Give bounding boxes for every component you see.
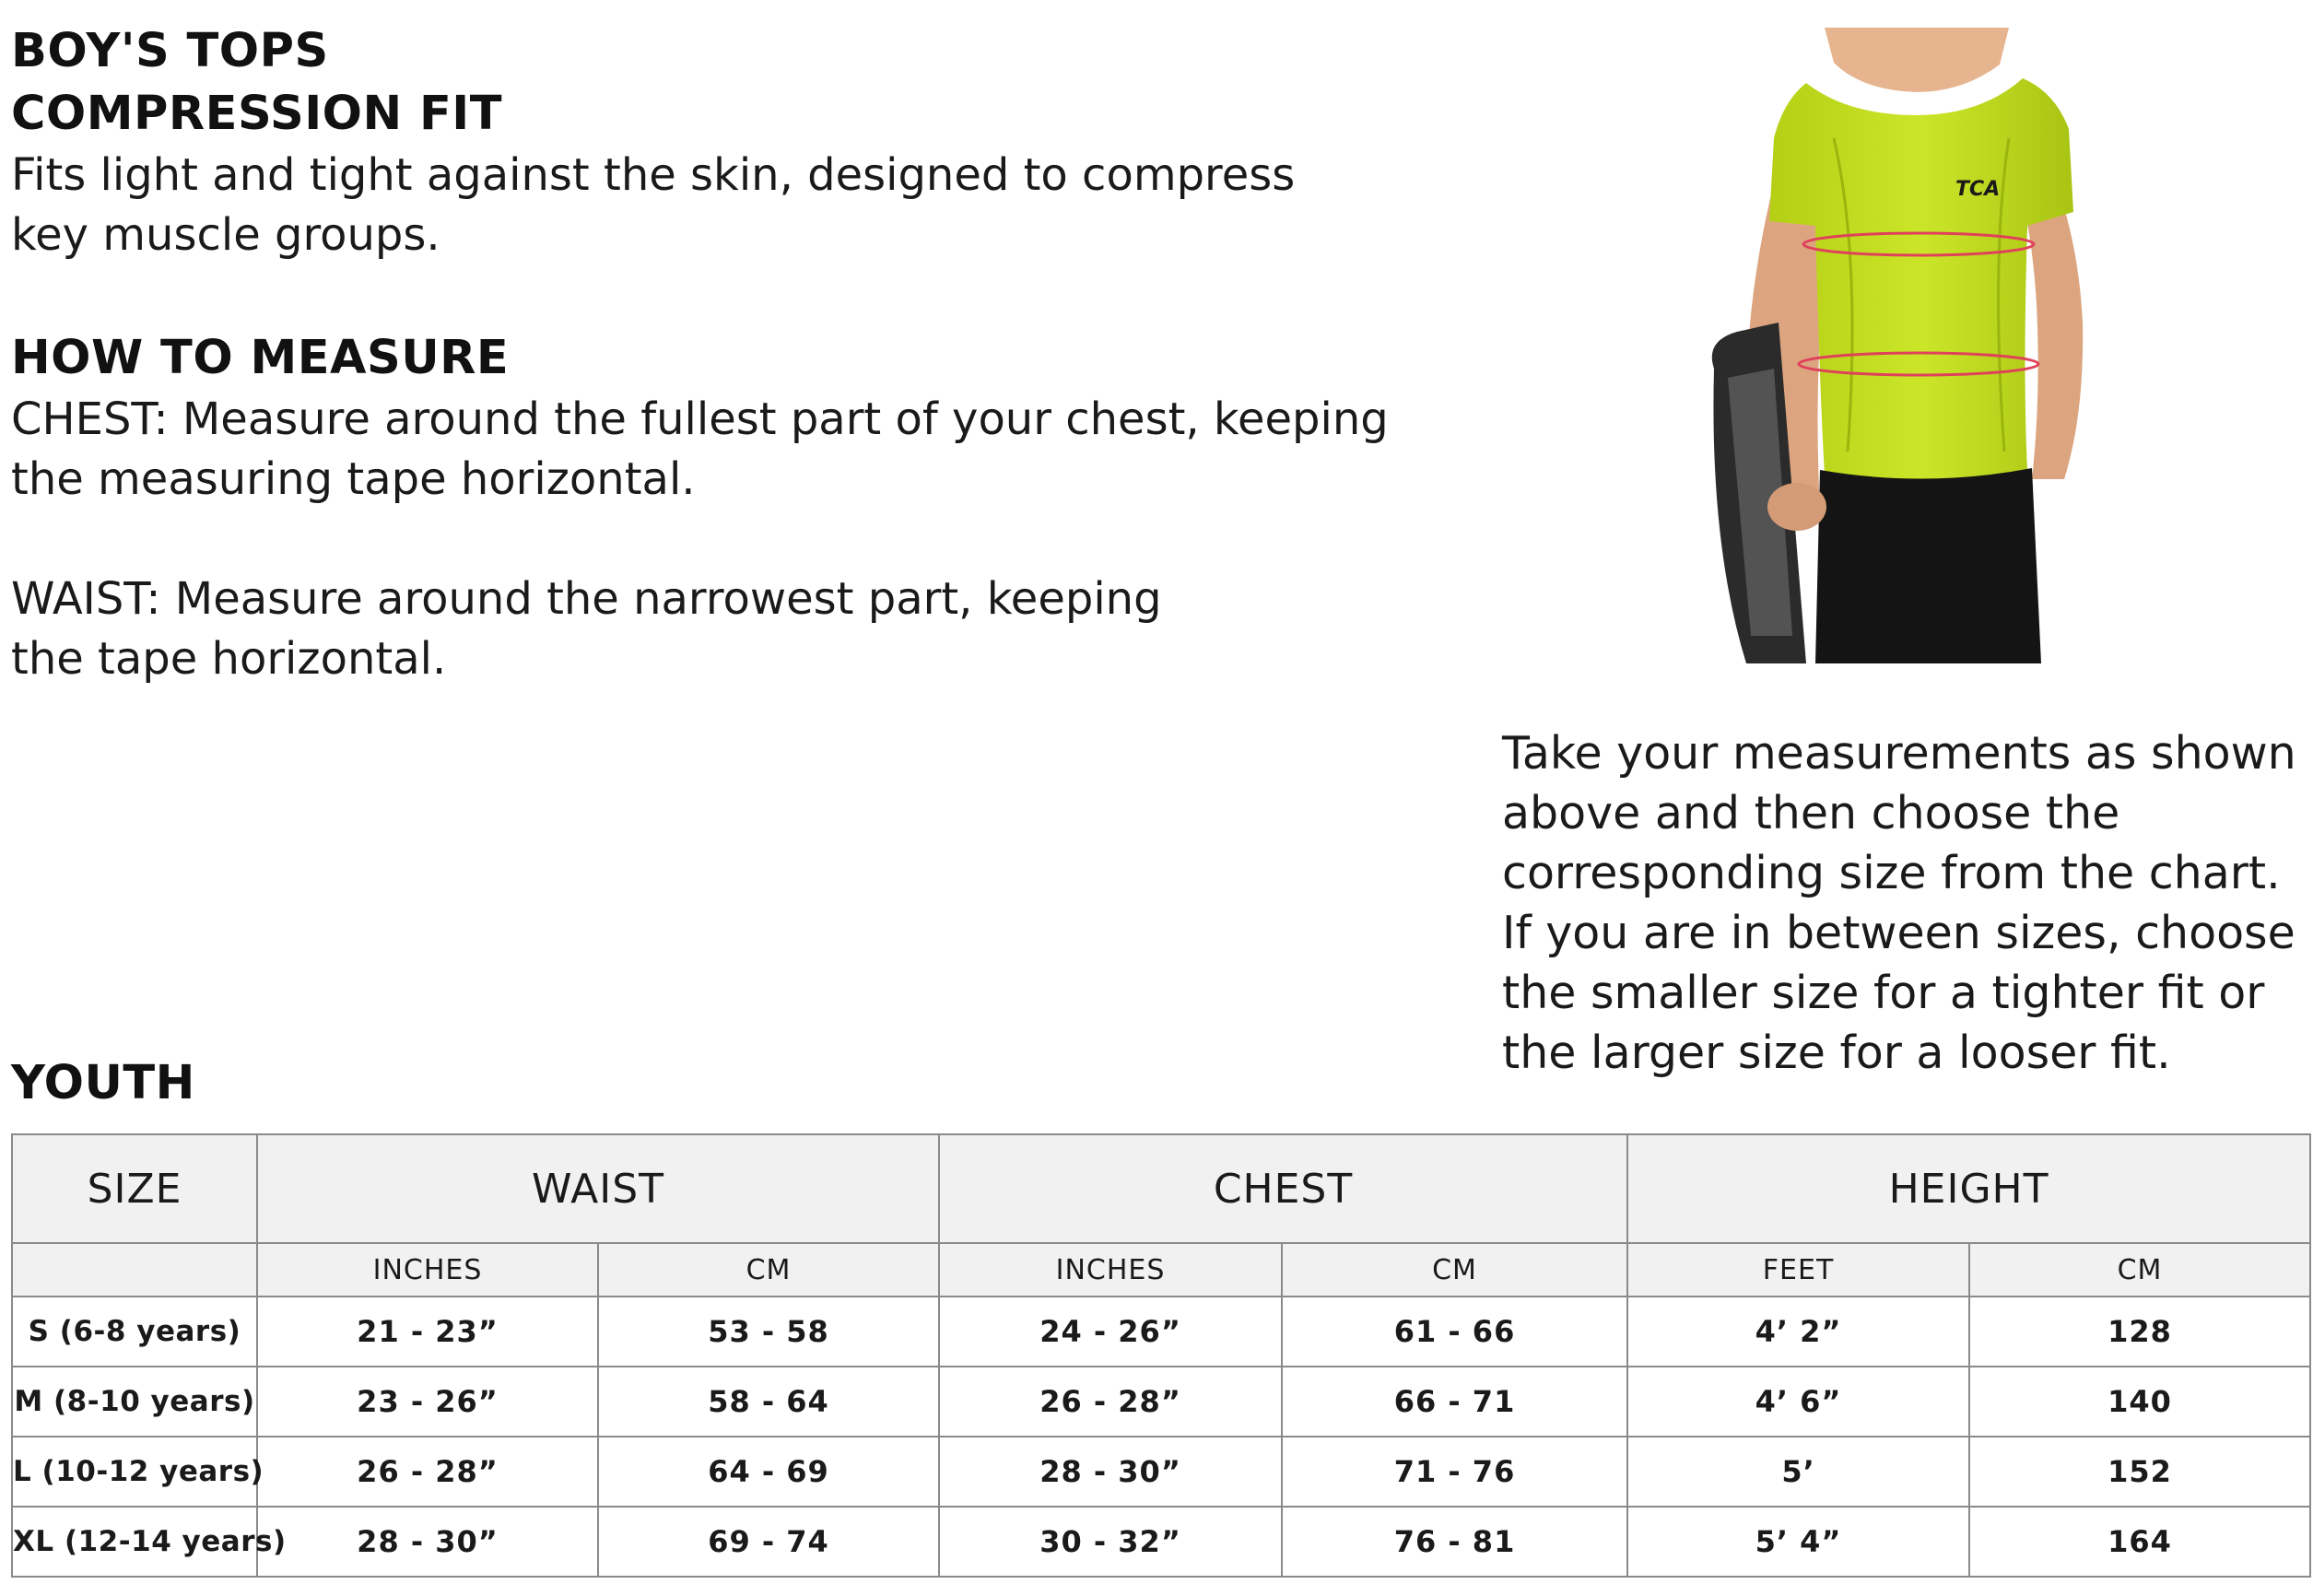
height-feet-cell: 4’ 6” <box>1627 1367 1969 1437</box>
unit-header-chest-cm: CM <box>1282 1243 1627 1297</box>
chest-cm-cell: 71 - 76 <box>1282 1437 1627 1507</box>
header-height: HEIGHT <box>1627 1134 2310 1243</box>
youth-section-title: YOUTH <box>11 1056 195 1110</box>
table-group-header-row <box>12 1134 2310 1243</box>
table-row <box>12 1507 2310 1577</box>
chest-inches-cell: 26 - 28” <box>939 1367 1282 1437</box>
height-cm-cell: 128 <box>1969 1297 2310 1367</box>
size-chart-table <box>11 1133 2311 1578</box>
boy-wearing-compression-shirt-illustration <box>1659 28 2101 663</box>
header-waist: WAIST <box>257 1134 939 1243</box>
size-guidance-note: Take your measurements as shown above and then choose the corresponding size from the chart. If you are in between sizes, choose the smaller size for a tighter fit or the larger size for a looser fit. <box>1502 727 2296 1079</box>
shirt-logo: TCA <box>1955 178 2001 201</box>
product-title: BOY'S TOPS <box>11 24 329 78</box>
model-photo <box>1659 28 2101 663</box>
chest-inches-cell: 30 - 32” <box>939 1507 1282 1577</box>
unit-header-waist-cm: CM <box>598 1243 939 1297</box>
height-cm-cell: 140 <box>1969 1367 2310 1437</box>
unit-header-chest-inches: INCHES <box>939 1243 1282 1297</box>
waist-instructions: WAIST: Measure around the narrowest part, keeping the tape horizontal. <box>11 573 1162 685</box>
unit-header-height-feet: FEET <box>1627 1243 1969 1297</box>
unit-header-empty <box>12 1243 257 1297</box>
fit-title: COMPRESSION FIT <box>11 87 503 141</box>
waist-inches-cell: 23 - 26” <box>257 1367 598 1437</box>
height-feet-cell: 5’ <box>1627 1437 1969 1507</box>
waist-cm-cell: 69 - 74 <box>598 1507 939 1577</box>
unit-header-height-cm: CM <box>1969 1243 2310 1297</box>
unit-header-waist-inches: INCHES <box>257 1243 598 1297</box>
waist-inches-cell: 21 - 23” <box>257 1297 598 1367</box>
how-to-measure-heading: HOW TO MEASURE <box>11 331 510 385</box>
size-cell: XL (12-14 years) <box>12 1507 257 1577</box>
chest-instructions: CHEST: Measure around the fullest part of your chest, keeping the measuring tape horizontal. <box>11 393 1389 505</box>
chest-cm-cell: 76 - 81 <box>1282 1507 1627 1577</box>
height-cm-cell: 164 <box>1969 1507 2310 1577</box>
waist-cm-cell: 53 - 58 <box>598 1297 939 1367</box>
height-cm-cell: 152 <box>1969 1437 2310 1507</box>
size-cell: M (8-10 years) <box>12 1367 257 1437</box>
table-row <box>12 1367 2310 1437</box>
header-size: SIZE <box>12 1134 257 1243</box>
header-chest: CHEST <box>939 1134 1627 1243</box>
height-feet-cell: 4’ 2” <box>1627 1297 1969 1367</box>
size-cell: L (10-12 years) <box>12 1437 257 1507</box>
chest-inches-cell: 28 - 30” <box>939 1437 1282 1507</box>
table-unit-header-row <box>12 1243 2310 1297</box>
waist-inches-cell: 28 - 30” <box>257 1507 598 1577</box>
table-row <box>12 1437 2310 1507</box>
fit-description: Fits light and tight against the skin, designed to compress key muscle groups. <box>11 149 1296 261</box>
table-row <box>12 1297 2310 1367</box>
height-feet-cell: 5’ 4” <box>1627 1507 1969 1577</box>
waist-inches-cell: 26 - 28” <box>257 1437 598 1507</box>
size-cell: S (6-8 years) <box>12 1297 257 1367</box>
chest-cm-cell: 61 - 66 <box>1282 1297 1627 1367</box>
chest-cm-cell: 66 - 71 <box>1282 1367 1627 1437</box>
waist-cm-cell: 64 - 69 <box>598 1437 939 1507</box>
chest-inches-cell: 24 - 26” <box>939 1297 1282 1367</box>
waist-cm-cell: 58 - 64 <box>598 1367 939 1437</box>
